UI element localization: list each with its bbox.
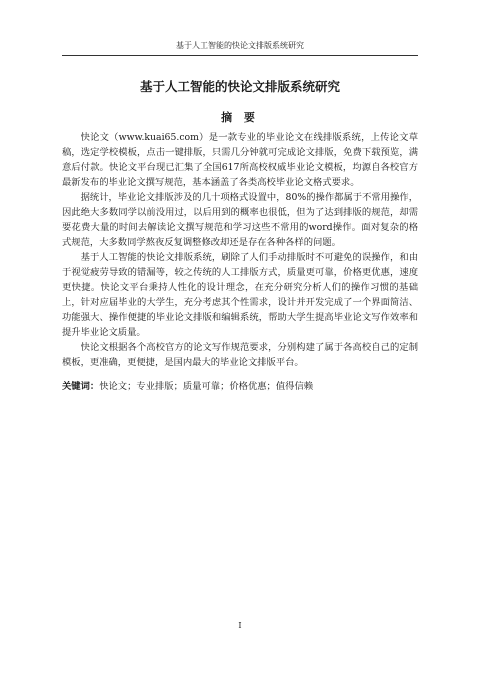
header-rule [62, 55, 418, 56]
abstract-heading: 摘 要 [221, 111, 259, 124]
keywords-line [62, 379, 418, 394]
page-number: I [238, 621, 242, 630]
keywords-label: 关键词： [62, 381, 100, 392]
abstract-paragraph: 据统计，毕业论文排版涉及的几十项格式设置中，80%的操作都属于不常用操作，因此绝大多数同学以前没用过，以后用到的概率也很低，但为了达到排版的规范，却需要花费大量的时间去解读论文撰写规范和学习这些不常用的word操作。面对复杂的格式规范，大多数同学熬夜反复调整修改却还是存在各种各样的问题。 [62, 192, 418, 248]
abstract-body [62, 130, 418, 394]
abstract-paragraph: 快论文（www.kuai65.com）是一款专业的毕业论文在线排版系统，上传论文草稿，选定学校模板，点击一键排版，只需几分钟就可完成论文排版，免费下载预览，满意后付款。快论文平台现已汇集了全国617所高校权威毕业论文模板，均源自各校官方最新发布的毕业论文撰写规范，基本涵盖了各类高校毕业论文格式要求。 [62, 132, 418, 188]
abstract-paragraph: 快论文根据各个高校官方的论文写作规范要求，分别构建了属于各高校自己的定制模板，更准确，更便捷，是国内最大的毕业论文排版平台。 [62, 342, 418, 368]
abstract-paragraph: 基于人工智能的快论文排版系统，刷除了人们手动排版时不可避免的误操作，和由于视觉疲劳导致的错漏等，较之传统的人工排版方式，质量更可靠，价格更优惠，速度更快捷。快论文平台秉持人性化的设计理念，在充分研究分析人们的操作习惯的基础上，针对应届毕业的大学生，充分考虑其个性需求，设计并开发完成了一个界面简洁、功能强大、操作便捷的毕业论文排版和编辑系统，帮助大学生提高毕业论文写作效率和提升毕业论文质量。 [62, 252, 418, 338]
running-header: 基于人工智能的快论文排版系统研究 [176, 41, 304, 50]
keywords-text: 快论文；专业排版；质量可靠；价格优惠；值得信赖 [99, 381, 314, 392]
document-title: 基于人工智能的快论文排版系统研究 [139, 79, 340, 94]
